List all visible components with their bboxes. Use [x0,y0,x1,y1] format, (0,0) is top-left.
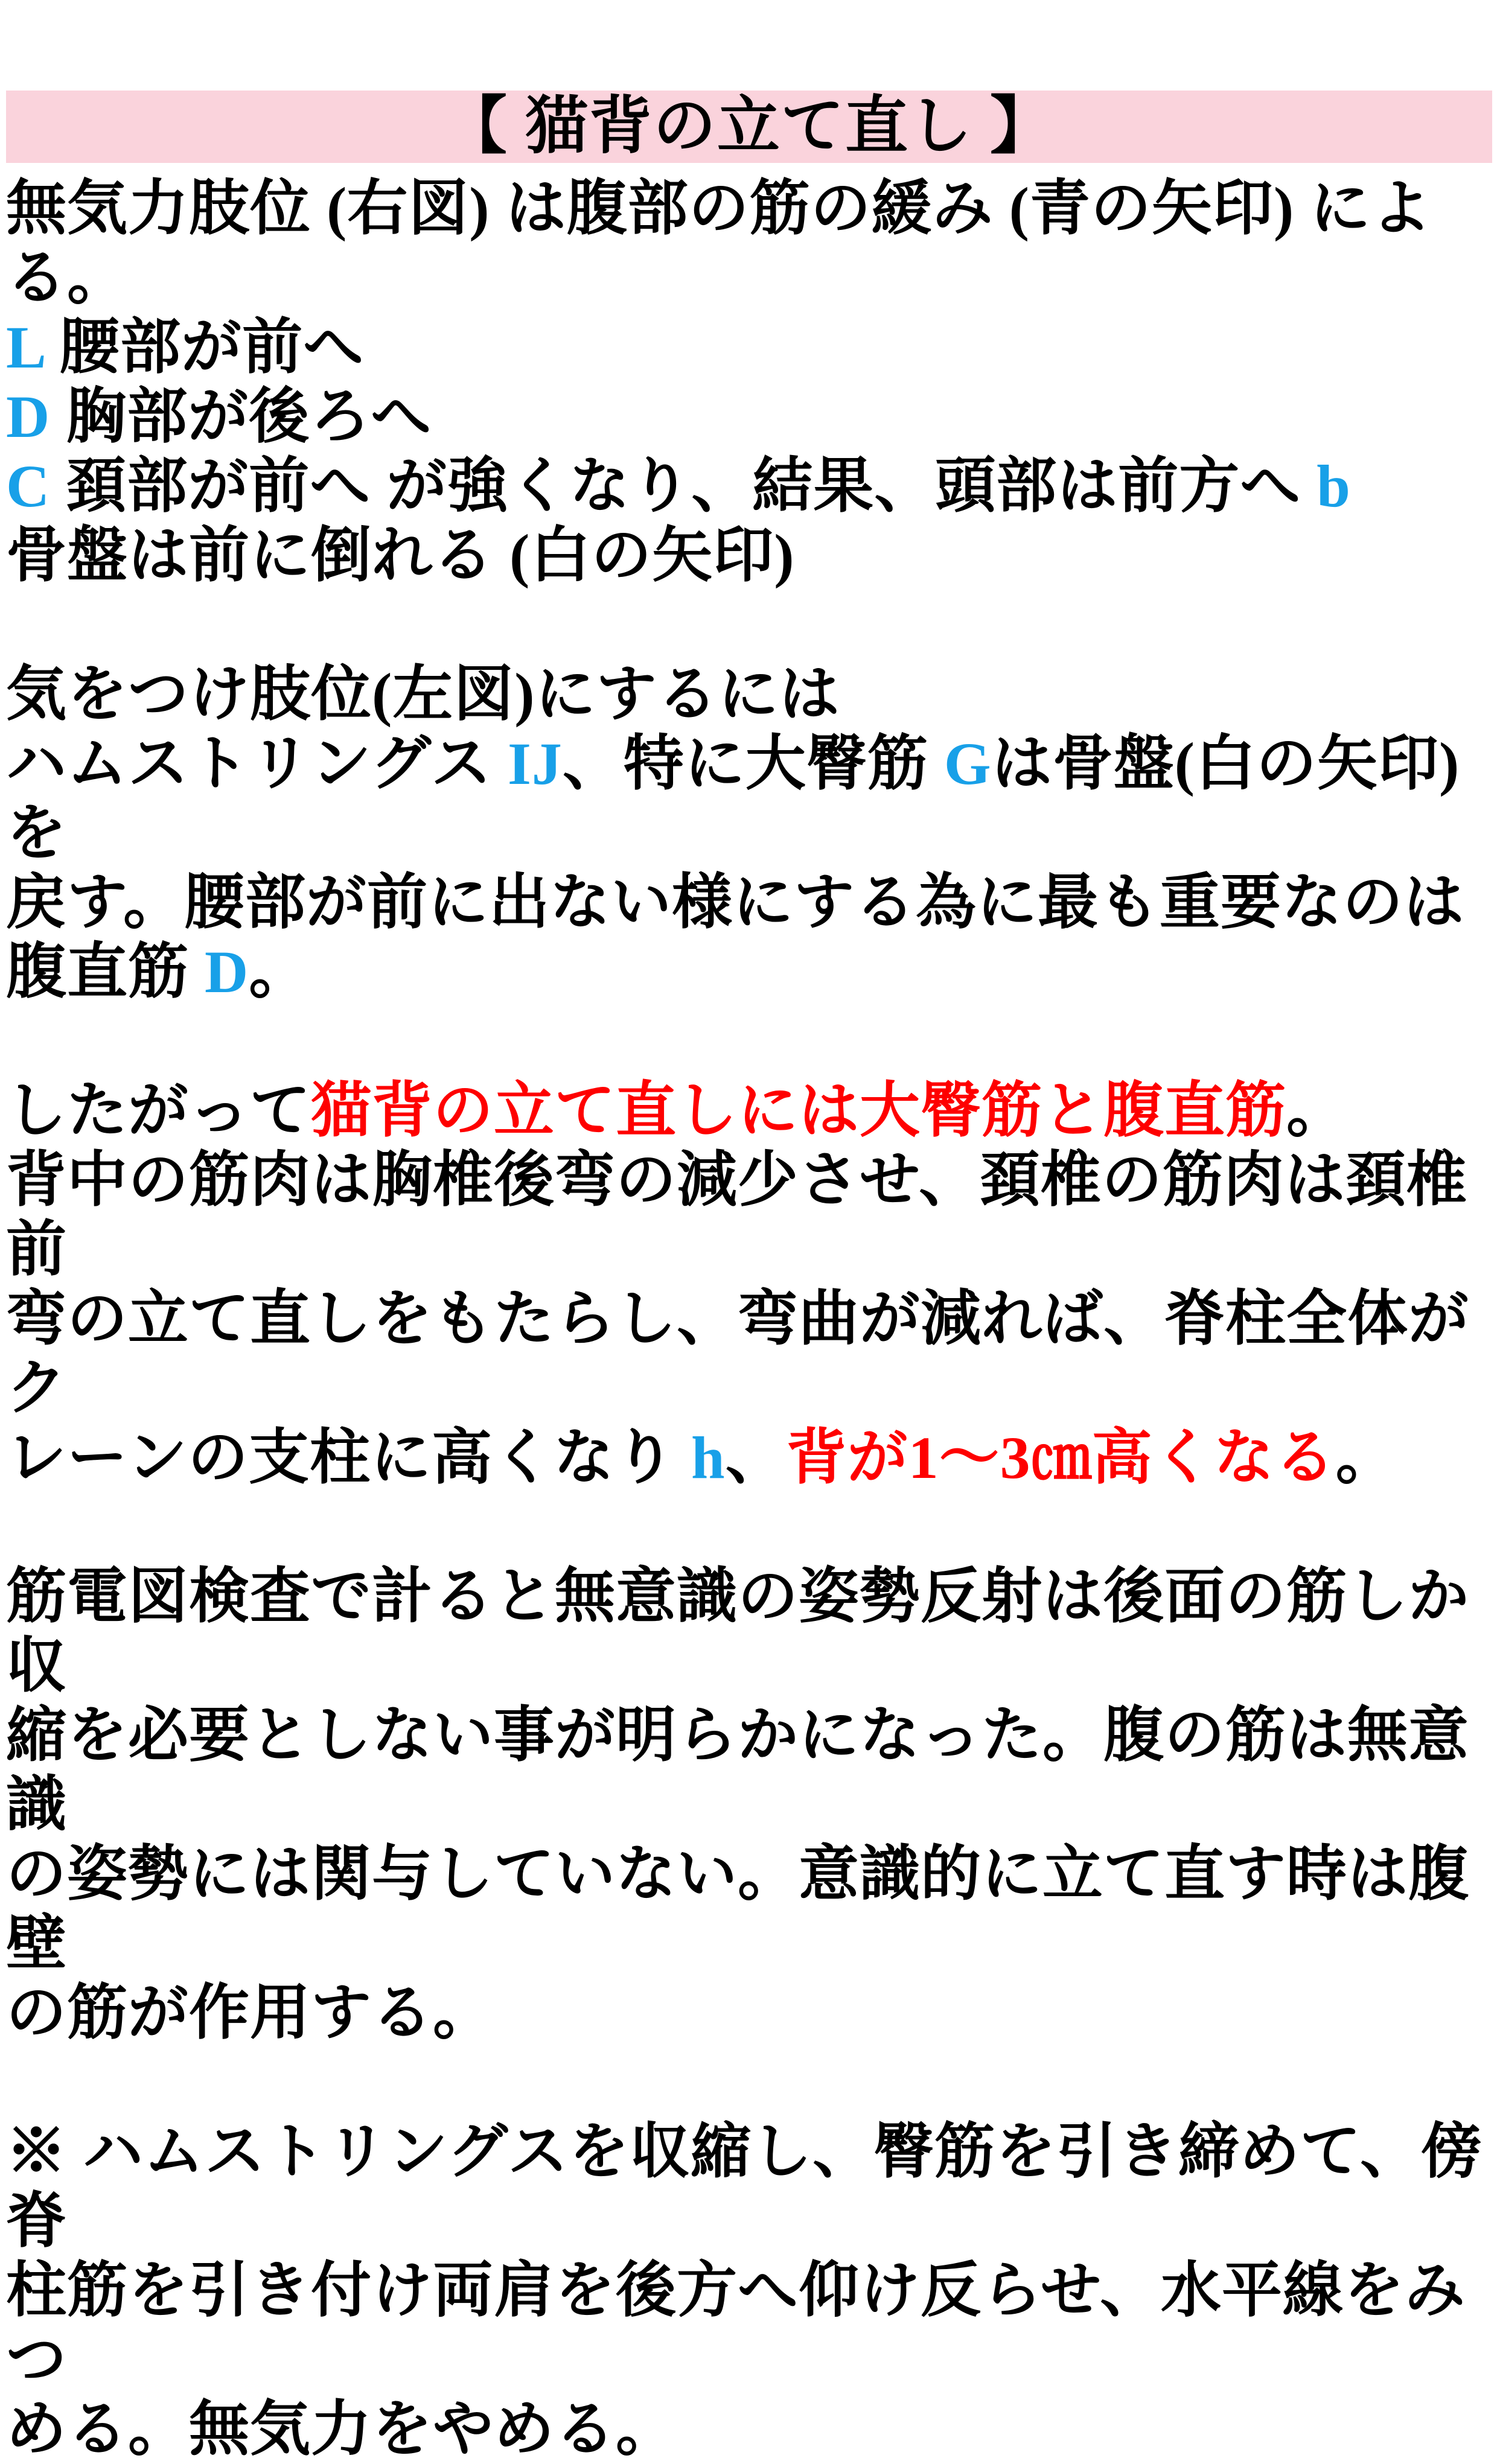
text-line [6,1978,1492,2048]
text-segment: 無気力肢位 (右図) は腹部の筋の緩み (青の矢印) による。 [6,175,1432,311]
text-segment: 筋電図検査で計ると無意識の姿勢反射は後面の筋しか収 [6,1563,1469,1699]
text-line [6,2117,1492,2256]
text-line [6,660,1492,729]
text-line [6,1839,1492,1978]
text-segment: の姿勢には関与していない。意識的に立て直す時は腹壁 [6,1841,1469,1977]
text-segment: 背中の筋肉は胸椎後弯の減少させ、頚椎の筋肉は頚椎前 [6,1147,1467,1283]
document-body [6,174,1492,2464]
blank-line [6,2048,1492,2117]
text-segment: 、 [725,1424,787,1491]
text-line [6,1284,1492,1423]
text-line [6,451,1492,521]
text-segment: 、特に大臀筋 [562,730,944,797]
text-segment: C [6,453,51,520]
text-segment: 頚部が前へ が強くなり、結果、頭部は前方へ [50,453,1317,520]
text-segment: 胸部が後ろへ [50,383,432,450]
page-title: 【 猫背の立て直し 】 [444,92,1054,161]
text-segment: レーンの支柱に高くなり [6,1424,691,1491]
title-banner [6,91,1492,163]
text-line [6,1562,1492,1701]
text-segment: める。無気力をやめる。 [6,2396,677,2463]
text-line [6,868,1492,937]
text-line [6,1145,1492,1284]
text-segment: b [1317,453,1351,520]
text-segment: h [691,1424,726,1491]
blank-line [6,1492,1492,1562]
text-line [6,313,1492,382]
text-segment: 縮を必要としない事が明らかになった。腹の筋は無意識 [6,1702,1469,1838]
text-line [6,382,1492,451]
text-segment: D [205,938,249,1005]
text-segment: IJ [508,730,563,797]
text-line [6,521,1492,590]
text-segment: 戻す。腰部が前に出ない様にする為に最も重要なのは [6,869,1464,936]
text-segment: ハムストリングス [6,730,508,797]
text-segment: 気をつけ肢位(左図)にするには [6,661,840,728]
text-line [6,2395,1492,2464]
text-segment: 柱筋を引き付け両肩を後方へ仰け反らせ、水平線をみつ [6,2257,1466,2393]
text-segment: 。 [1335,1424,1397,1491]
text-segment: 腹直筋 [6,938,205,1005]
text-segment: 。 [249,938,310,1005]
text-segment: 弯の立て直しをもたらし、弯曲が減れば、脊柱全体がク [6,1285,1469,1422]
blank-line [6,1007,1492,1076]
text-segment: L [6,314,44,381]
text-segment: D [6,383,51,450]
text-segment: の筋が作用する。 [6,1979,494,2046]
text-segment: ※ ハムストリングスを収縮し、臀筋を引き締めて、傍脊 [6,2118,1482,2255]
blank-line [6,590,1492,660]
text-line [6,1423,1492,1492]
text-line [6,937,1492,1007]
text-line [6,1076,1492,1145]
text-line [6,1701,1492,1839]
text-line [6,729,1492,868]
text-segment: は骨盤(白の矢印)を [6,730,1460,867]
text-segment: 腰部が前へ [43,314,365,381]
text-segment: G [943,730,992,797]
text-segment: 背が1～3㎝高くなる [786,1424,1336,1491]
text-segment: 骨盤は前に倒れる (白の矢印) [6,522,795,589]
text-line [6,174,1492,313]
text-segment: 猫背の立て直しには大臀筋と腹直筋 [311,1077,1286,1144]
text-segment: 。 [1286,1077,1347,1144]
text-line [6,2256,1492,2395]
text-segment: したがって [6,1077,311,1144]
